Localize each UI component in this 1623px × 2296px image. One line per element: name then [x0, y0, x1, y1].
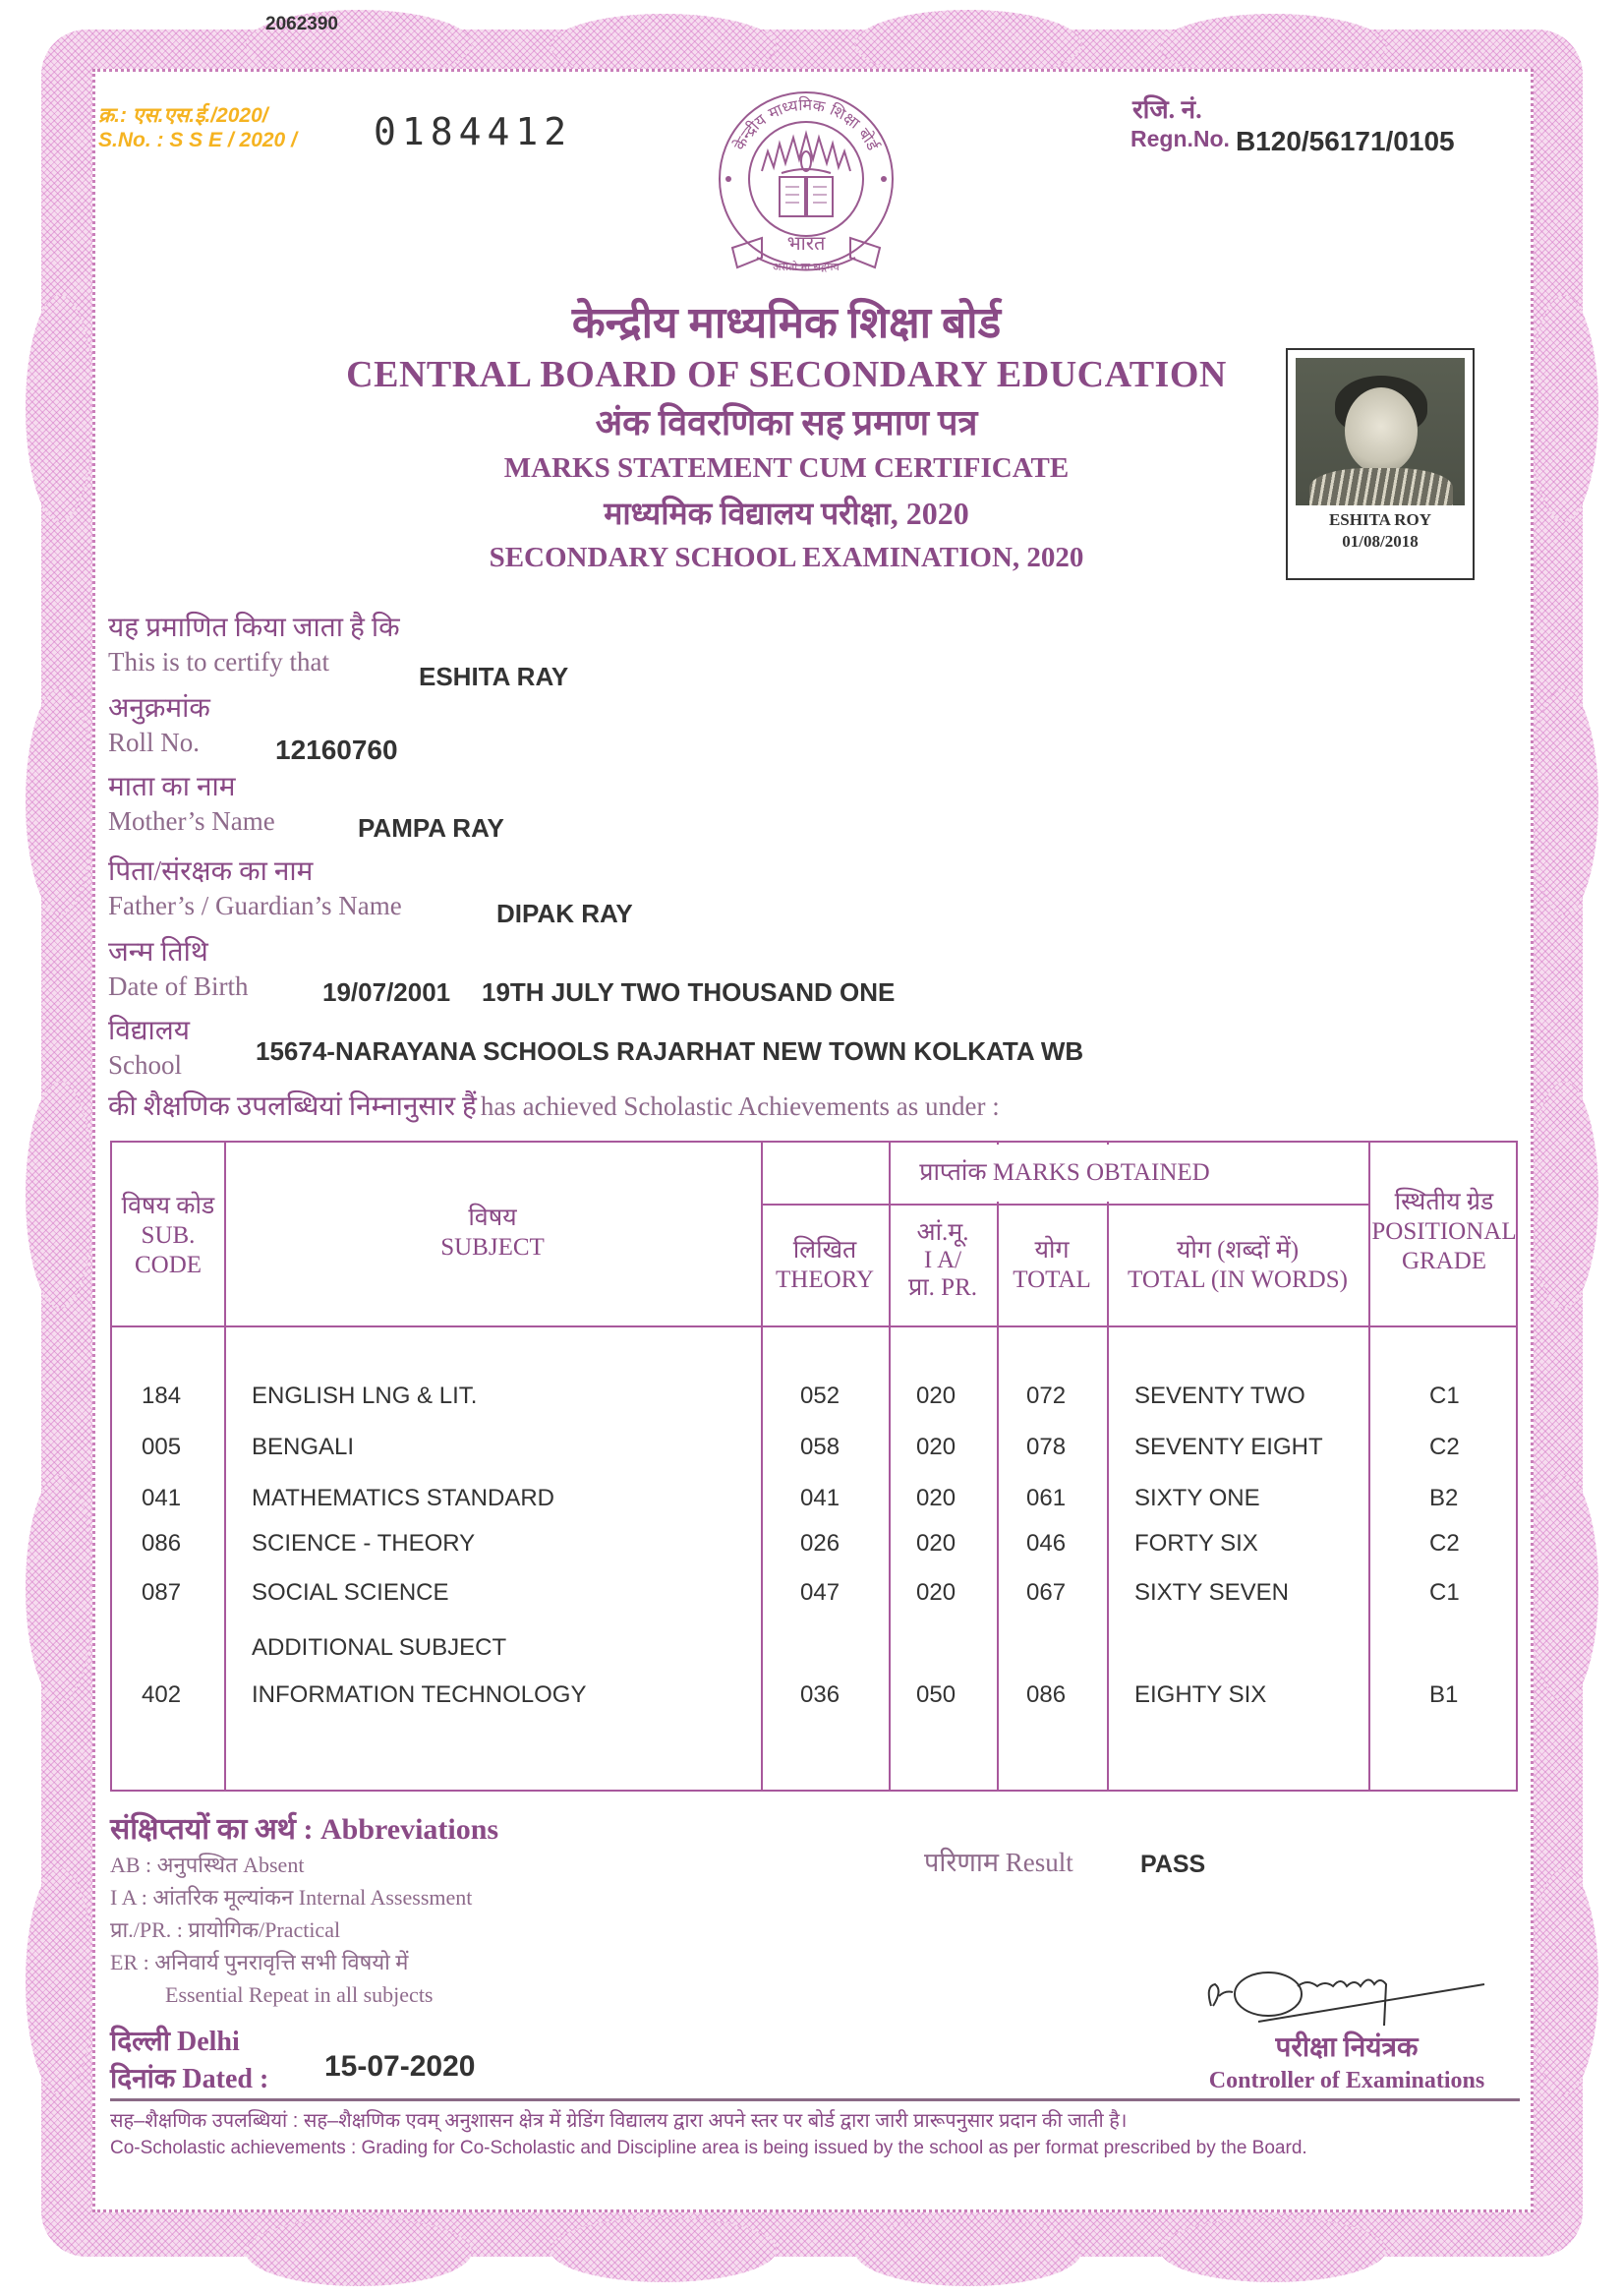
cell-words: SEVENTY TWO [1134, 1383, 1305, 1409]
student-name: ESHITA RAY [419, 662, 569, 691]
border-wave [1530, 1475, 1598, 1701]
cell-theory: 026 [800, 1530, 840, 1557]
roll-label-en: Roll No. [108, 728, 201, 757]
exam-title-en: SECONDARY SCHOOL EXAMINATION, 2020 [489, 542, 1084, 573]
cell-code: 184 [142, 1383, 182, 1409]
dated-en: Dated : [182, 2064, 269, 2094]
roll-number: 12160760 [275, 735, 398, 765]
cell-ia: 020 [916, 1434, 956, 1460]
achievement-hi: की शैक्षणिक उपलब्धियां निम्नानुसार हैं [108, 1091, 477, 1122]
footer-divider [110, 2098, 1520, 2101]
dob-value: 19/07/2001 [322, 977, 451, 1007]
cell-grade: B1 [1429, 1681, 1459, 1708]
header-subject: विषय SUBJECT [440, 1205, 545, 1261]
cell-grade: C2 [1429, 1530, 1460, 1557]
photo-caption [1288, 509, 1473, 553]
abbreviations [110, 1811, 498, 2011]
cell-ia: 020 [916, 1383, 956, 1409]
cell-theory: 052 [800, 1383, 840, 1409]
dob-field [108, 936, 248, 1003]
cell-ia: 050 [916, 1681, 956, 1708]
father-label-en: Father’s / Guardian’s Name [108, 891, 402, 920]
cell-ia: 020 [916, 1485, 956, 1511]
abbr-item: ER : अनिवार्य पुनरावृत्ति सभी विषयो में [110, 1950, 409, 1974]
cell-code: 005 [142, 1434, 182, 1460]
emblem-motto: असतो मा सद्गमय [773, 261, 840, 273]
cell-ia: 020 [916, 1579, 956, 1606]
border-wave [246, 2217, 472, 2286]
cell-grade: C1 [1429, 1579, 1460, 1606]
controller-title [1170, 2031, 1524, 2095]
co-scholastic-note [110, 2106, 1520, 2161]
border-wave [1530, 1082, 1598, 1308]
regn-label-hi: रजि. नं. [1132, 95, 1202, 124]
dated-hi: दिनांक [110, 2064, 176, 2094]
additional-subject-label: ADDITIONAL SUBJECT [252, 1634, 507, 1661]
cell-subject: MATHEMATICS STANDARD [252, 1485, 555, 1511]
place-en: Delhi [176, 2027, 240, 2057]
border-wave [26, 295, 94, 521]
achievement-line [108, 1089, 1000, 1124]
abbr-item: I A : आंतरिक मूल्यांकन Internal Assessment [110, 1885, 473, 1910]
school-label-hi: विद्यालय [108, 1016, 190, 1046]
place-hi: दिल्ली [110, 2027, 170, 2057]
border-wave [855, 2217, 1081, 2286]
controller-hi: परीक्षा नियंत्रक [1275, 2032, 1419, 2063]
cell-ia: 020 [916, 1530, 956, 1557]
registration-number [1130, 90, 1455, 156]
dob-label-hi: जन्म तिथि [108, 937, 208, 968]
header-divider [761, 1204, 1368, 1206]
result-label: परिणाम Result [924, 1848, 1073, 1877]
dob-label-en: Date of Birth [108, 971, 249, 1001]
student-photo [1286, 348, 1475, 580]
cell-total: 067 [1026, 1579, 1067, 1606]
cell-subject: SCIENCE - THEORY [252, 1530, 476, 1557]
cell-code: 402 [142, 1681, 182, 1708]
school-field [108, 1015, 190, 1082]
border-wave [1160, 2217, 1386, 2282]
cell-grade: C1 [1429, 1383, 1460, 1409]
photo-date: 01/08/2018 [1342, 532, 1419, 551]
school-label-en: School [108, 1050, 183, 1080]
cell-total: 046 [1026, 1530, 1067, 1557]
cell-words: FORTY SIX [1134, 1530, 1258, 1557]
cell-total: 061 [1026, 1485, 1067, 1511]
certify-label-hi: यह प्रमाणित किया जाता है कि [108, 613, 400, 643]
header-grade: स्थितीय ग्रेड POSITIONAL GRADE [1371, 1189, 1517, 1274]
top-serial-number: 2062390 [265, 14, 338, 34]
abbr-item: AB : अनुपस्थित Absent [110, 1853, 305, 1877]
controller-en: Controller of Examinations [1208, 2068, 1485, 2093]
border-wave [1530, 1868, 1598, 2094]
roll-field [108, 692, 210, 759]
photo-image [1296, 358, 1465, 505]
cell-subject: SOCIAL SCIENCE [252, 1579, 449, 1606]
cell-theory: 047 [800, 1579, 840, 1606]
certify-field [108, 612, 400, 678]
emblem-ring-text: केन्द्रीय माध्यमिक शिक्षा बोर्ड [729, 94, 883, 153]
cell-theory: 058 [800, 1434, 840, 1460]
board-name-hi: केन्द्रीय माध्यमिक शिक्षा बोर्ड [571, 299, 1002, 347]
cell-code: 086 [142, 1530, 182, 1557]
header-theory: लिखित THEORY [776, 1237, 874, 1293]
cell-code: 041 [142, 1485, 182, 1511]
cell-words: SIXTY ONE [1134, 1485, 1260, 1511]
emblem-center-text: भारत [786, 231, 826, 255]
photo-name: ESHITA ROY [1328, 510, 1432, 529]
board-name-en: CENTRAL BOARD OF SECONDARY EDUCATION [346, 354, 1227, 395]
border-wave [26, 1868, 94, 2094]
border-wave [26, 688, 94, 914]
regn-label-en: Regn.No. [1130, 126, 1230, 151]
achievement-en: has achieved Scholastic Achievements as under : [480, 1091, 1000, 1121]
marks-table [110, 1141, 1518, 1792]
mother-label-hi: माता का नाम [108, 772, 236, 802]
mother-field [108, 771, 275, 838]
border-wave [1530, 295, 1598, 521]
serial-label-hi: क्र.: एस.एस.ई./2020/ [98, 104, 268, 127]
roll-label-hi: अनुक्रमांक [108, 693, 210, 724]
header-total: योग TOTAL [1013, 1237, 1091, 1293]
cell-words: SEVENTY EIGHT [1134, 1434, 1323, 1460]
abbr-heading-hi: संक्षिप्तयों का अर्थ : [110, 1813, 314, 1846]
father-name: DIPAK RAY [496, 899, 633, 928]
certify-label-en: This is to certify that [108, 647, 329, 677]
father-field [108, 855, 402, 922]
header-ia-pr: आं.मू. I A/ प्रा. PR. [907, 1219, 978, 1301]
cell-total: 078 [1026, 1434, 1067, 1460]
cell-code: 087 [142, 1579, 182, 1606]
header-marks-obtained: प्राप्तांक MARKS OBTAINED [919, 1159, 1210, 1186]
result-value: PASS [1140, 1851, 1206, 1878]
abbr-heading-en: Abbreviations [319, 1813, 499, 1846]
note-en: Co-Scholastic achievements : Grading for Co-Scholastic and Discipline area is being issued by the school as per format prescribed by the Board. [110, 2138, 1307, 2158]
place-date [110, 2024, 268, 2098]
issue-date: 15-07-2020 [324, 2050, 476, 2083]
header-bottom [112, 1325, 1516, 1327]
doc-title-en: MARKS STATEMENT CUM CERTIFICATE [503, 452, 1070, 484]
doc-title-hi: अंक विवरणिका सह प्रमाण पत्र [595, 403, 978, 442]
cell-grade: B2 [1429, 1485, 1459, 1511]
serial-label [98, 103, 297, 152]
cbse-emblem-icon [703, 81, 909, 292]
serial-label-en: S.No. : S S E / 2020 / [98, 129, 297, 151]
header-total-words: योग (शब्दों में) TOTAL (IN WORDS) [1128, 1237, 1348, 1293]
certificate-titles [295, 295, 1278, 576]
cell-words: EIGHTY SIX [1134, 1681, 1267, 1708]
svg-text:केन्द्रीय माध्यमिक शिक्षा बोर् [729, 95, 883, 154]
controller-signature [1199, 1947, 1494, 2035]
border-wave [26, 1082, 94, 1308]
school-name: 15674-NARAYANA SCHOOLS RAJARHAT NEW TOWN KOLKATA WB [256, 1036, 1084, 1066]
father-label-hi: पिता/संरक्षक का नाम [108, 856, 314, 887]
abbr-item: प्रा./PR. : प्रायोगिक/Practical [110, 1917, 341, 1942]
header-sub-code: विषय कोड SUB. CODE [121, 1193, 215, 1278]
note-hi: सह–शैक्षणिक उपलब्धियां : सह–शैक्षणिक एवम् अनुशासन क्षेत्र में ग्रेडिंग विद्यालय द्वारा अपने स्तर पर बोर्ड द्वारा जारी प्रारूपनुसार प्रदान की जाती है। [110, 2110, 1128, 2132]
mother-label-en: Mother’s Name [108, 806, 275, 836]
cell-theory: 036 [800, 1681, 840, 1708]
exam-title-hi: माध्यमिक विद्यालय परीक्षा, 2020 [604, 496, 969, 531]
cell-total: 072 [1026, 1383, 1067, 1409]
regn-value: B120/56171/0105 [1235, 126, 1455, 156]
border-wave [1530, 688, 1598, 914]
border-wave [26, 1475, 94, 1701]
cell-total: 086 [1026, 1681, 1067, 1708]
cell-subject: BENGALI [252, 1434, 355, 1460]
serial-number: 0184412 [374, 110, 573, 153]
mother-name: PAMPA RAY [358, 813, 504, 843]
cell-grade: C2 [1429, 1434, 1460, 1460]
abbr-er-en: Essential Repeat in all subjects [165, 1982, 434, 2007]
border-wave [551, 2217, 777, 2282]
cell-words: SIXTY SEVEN [1134, 1579, 1289, 1606]
cell-theory: 041 [800, 1485, 840, 1511]
cell-subject: INFORMATION TECHNOLOGY [252, 1681, 587, 1708]
cell-subject: ENGLISH LNG & LIT. [252, 1383, 478, 1409]
dob-words: 19TH JULY TWO THOUSAND ONE [482, 977, 896, 1007]
